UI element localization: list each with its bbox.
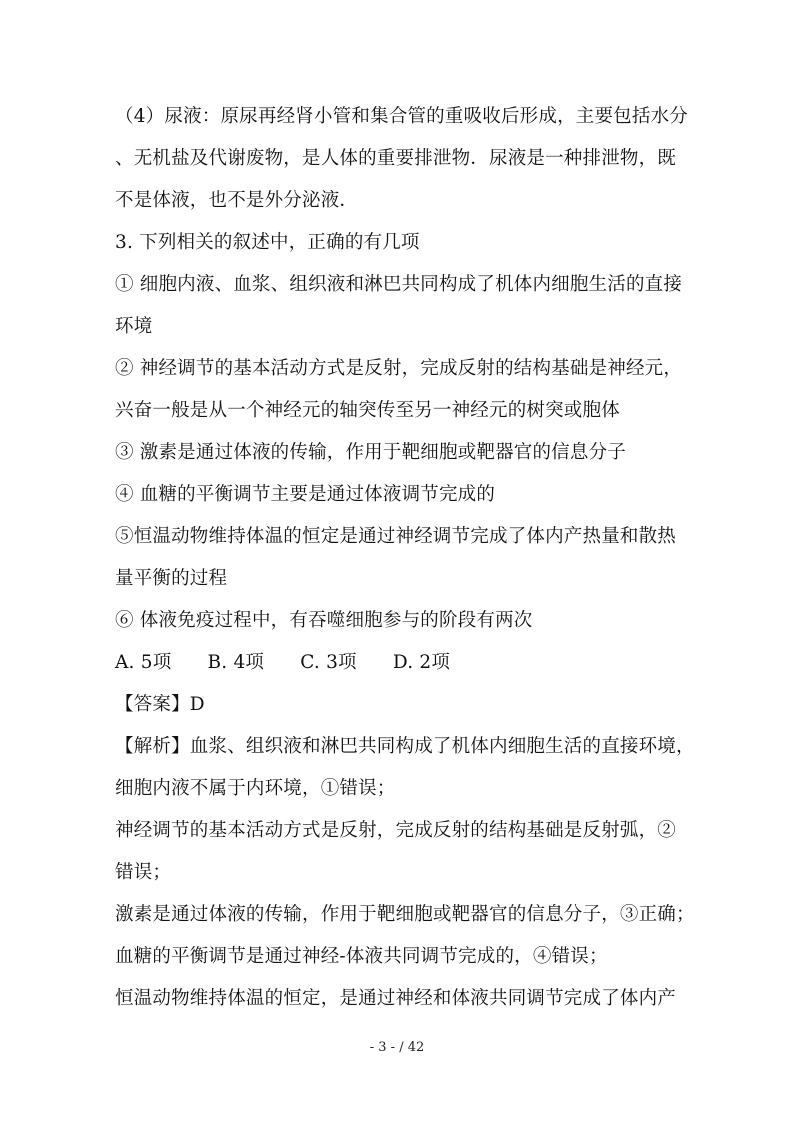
option-a: A. 5项 [115,652,172,673]
analysis-line: 激素是通过体液的传输，作用于靶细胞或靶器官的信息分子，③正确； [115,904,695,925]
statement-5-cont: 量平衡的过程 [115,568,228,589]
page-number: - 3 - / 42 [369,1040,425,1055]
analysis-line: 血糖的平衡调节是通过神经-体液共同调节完成的，④错误； [115,946,608,967]
option-c: C. 3项 [300,652,357,673]
statement-1-cont: 环境 [115,316,153,337]
statement-6: ⑥ 体液免疫过程中，有吞噬细胞参与的阶段有两次 [115,610,533,631]
analysis-line: 细胞内液不属于内环境，①错误； [115,778,396,799]
text-line: 不是体液，也不是外分泌液． [115,190,359,211]
statement-1: ① 细胞内液、血浆、组织液和淋巴共同构成了机体内细胞生活的直接 [115,274,683,295]
statement-4: ④ 血糖的平衡调节主要是通过体液调节完成的 [115,484,496,505]
statement-3: ③ 激素是通过体液的传输，作用于靶细胞或靶器官的信息分子 [115,442,626,463]
option-b: B. 4项 [207,652,265,673]
answer-options [115,651,685,675]
answer-line: 【答案】D [115,694,205,715]
question-stem: 3. 下列相关的叙述中，正确的有几项 [115,232,420,253]
analysis-line: 【解析】血浆、组织液和淋巴共同构成了机体内细胞生活的直接环境， [115,736,695,757]
statement-2: ② 神经调节的基本活动方式是反射，完成反射的结构基础是神经元， [115,358,683,379]
option-d: D. 2项 [392,652,451,673]
analysis-line: 错误； [115,862,172,883]
text-line: 、无机盐及代谢废物，是人体的重要排泄物．尿液是一种排泄物，既 [115,148,677,169]
text-line: （4）尿液：原尿再经肾小管和集合管的重吸收后形成，主要包括水分 [115,106,688,127]
statement-5: ⑤恒温动物维持体温的恒定是通过神经调节完成了体内产热量和散热 [115,526,677,547]
analysis-line: 恒温动物维持体温的恒定，是通过神经和体液共同调节完成了体内产 [115,988,677,1009]
statement-2-cont: 兴奋一般是从一个神经元的轴突传至另一神经元的树突或胞体 [115,400,620,421]
analysis-line: 神经调节的基本活动方式是反射，完成反射的结构基础是反射弧，② [115,820,677,841]
